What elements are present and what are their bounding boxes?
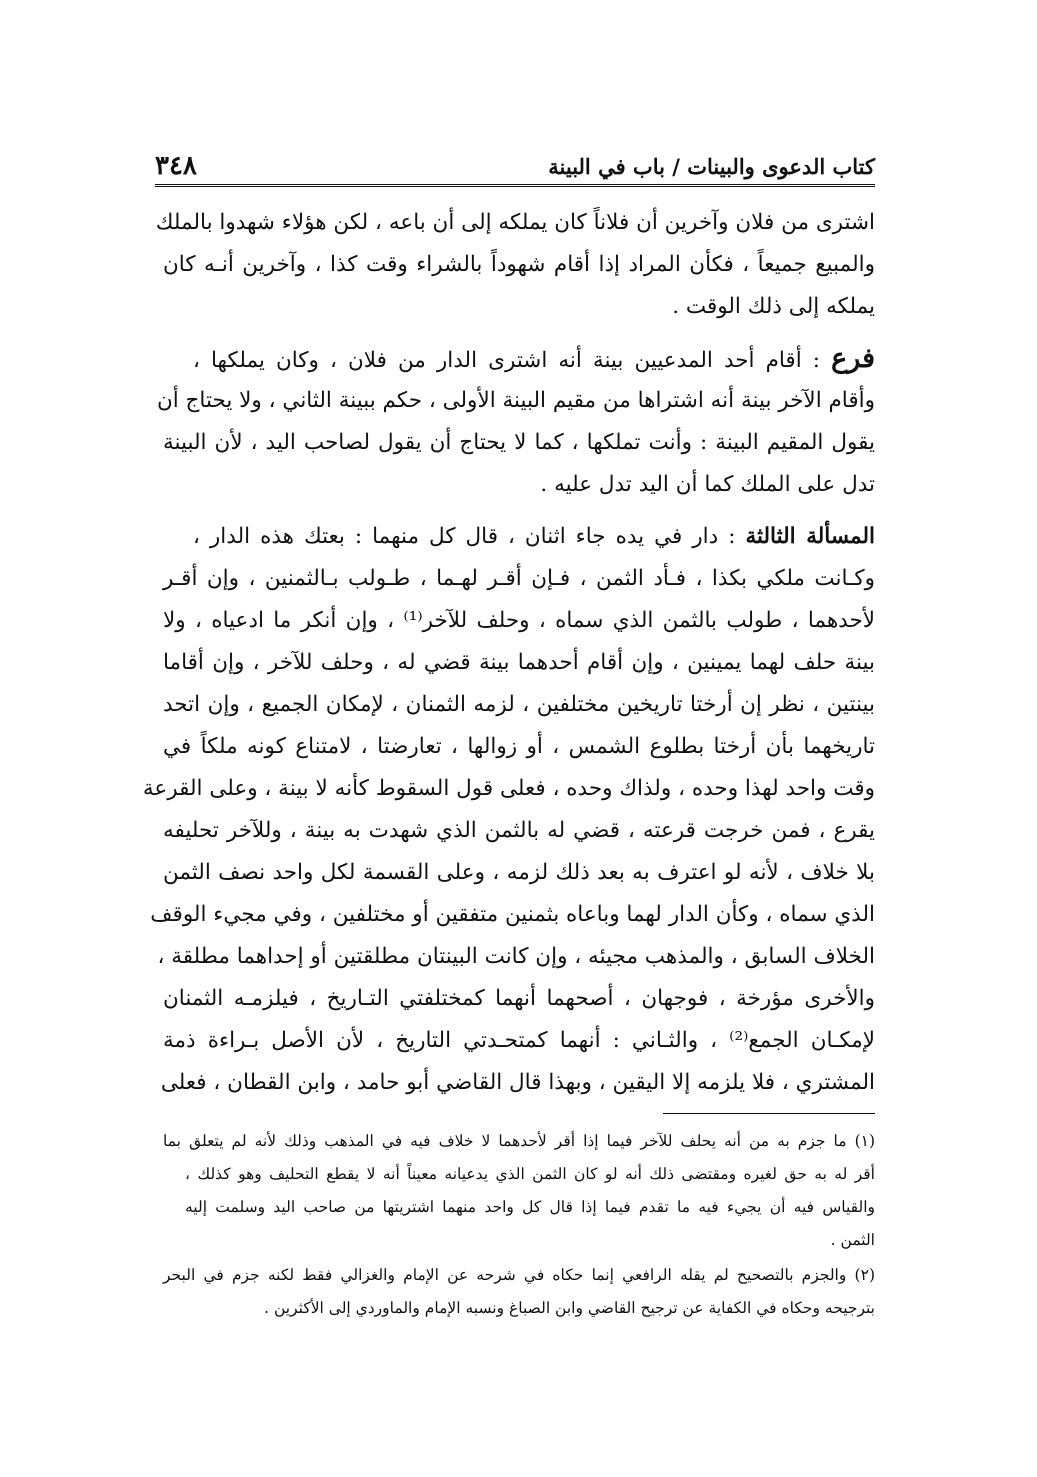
text-line: وقت واحد لهذا وحده ، ولذاك وحده ، فعلى قول السقوط كأنه لا بينة ، وعلى القرعة (142, 776, 875, 801)
footnote-marker: (٢) (854, 1266, 875, 1284)
text-line: المسألة الثالثة : دار في يده جاء اثنان ، قال كل منهما : بعتك هذه الدار ، (193, 524, 875, 549)
text-line: يقول المقيم البينة : وأنت تملكها ، كما لا يحتاج أن يقول لصاحب اليد ، لأن البينة (163, 430, 875, 455)
footnote-rule (663, 1113, 875, 1114)
footnote-marker: (١) (854, 1132, 876, 1150)
text-line: تاريخهما بأن أرختا بطلوع الشمس ، أو زوالها ، تعارضتا ، لامتناع كونه ملكاً في (163, 734, 875, 759)
text-line: الخلاف السابق ، والمذهب مجيئه ، وإن كانت البينتان مطلقتين أو إحداهما مطلقة ، (157, 944, 875, 969)
text-line: فرع : أقام أحد المدعيين بينة أنه اشترى الدار من فلان ، وكان يملكها ، (193, 343, 875, 374)
footnote-line: الثمن . (830, 1231, 875, 1249)
text-line: وأقام الآخر بينة أنه اشتراها من مقيم البينة الأولى ، حكم ببينة الثاني ، ولا يحتاج أن (156, 388, 875, 413)
footnote-2: (٢) والجزم بالتصحيح لم يقله الرافعي إنما حكاه في شرحه عن الإمام والغزالي فقط لكنه جزم في البحر (163, 1266, 875, 1284)
footnote-line: بترجيحه وحكاه في الكفاية عن ترجيح القاضي وابن الصباغ ونسبه الإمام والماوردي إلى الأكثرين . (264, 1299, 875, 1317)
footnote-line: أقر له به حق لغيره ومقتضى ذلك أنه لو كان الثمن الذي يدعيانه معيناً أنه لا يقطع التحليف وهو كذلك ، (185, 1165, 875, 1183)
footnote-1: (١) ما جزم به من أنه يحلف للآخر فيما إذا أقر لأحدهما لا خلاف فيه في المذهب وذلك لأنه لم يتعلق بما (163, 1132, 876, 1150)
footnote-line: والقياس فيه أن يجيء فيه ما تقدم فيما إذا قال كل واحد منهما اشتريتها من صاحب اليد وسلمت إليه (185, 1198, 875, 1216)
text-line: يملكه إلى ذلك الوقت . (672, 294, 875, 319)
text-line: وكـانت ملكي بكذا ، فـأد الثمن ، فـإن أقـر لهـما ، طـولب بـالثمنين ، وإن أقـر (163, 566, 875, 591)
page-number: ٣٤٨ (155, 151, 197, 181)
text-line: المشتري ، فلا يلزمه إلا اليقين ، وبهذا قال القاضي أبو حامد ، وابن القطان ، فعلى (160, 1070, 875, 1095)
text-line: بينتين ، نظر إن أرختا تاريخين مختلفين ، لزمه الثمنان ، لإمكان الجميع ، وإن اتحد (163, 692, 875, 717)
text-line: لإمكـان الجمع⁽²⁾ ، والثـاني : أنهما كمتحـدتي التاريخ ، لأن الأصل بـراءة ذمة (163, 1028, 875, 1053)
text-line: يقرع ، فمن خرجت قرعته ، قضي له بالثمن الذي شهدت به بينة ، وللآخر تحليفه (163, 818, 875, 843)
text-line: تدل على الملك كما أن اليد تدل عليه . (540, 472, 875, 497)
text-line: الذي سماه ، وكأن الدار لهما وباعاه بثمنين متفقين أو مختلفين ، وفي مجيء الوقف (150, 902, 875, 927)
text-line: بينة حلف لهما يمينين ، وإن أقام أحدهما بينة قضي له ، وحلف للآخر ، وإن أقاما (163, 650, 875, 675)
header-rule (155, 184, 875, 187)
text-line: والمبيع جميعاً ، فكأن المراد إذا أقام شهوداً بالشراء وقت كذا ، وآخرين أنـه كان (163, 252, 875, 277)
running-title: كتاب الدعوى والبينات / باب في البينة (548, 153, 875, 179)
section-heading-far: فرع (831, 343, 875, 374)
page-header (155, 148, 875, 184)
section-heading-masala: المسألة الثالثة (745, 524, 875, 549)
text-line: لأحدهما ، طولب بالثمن الذي سماه ، وحلف للآخر⁽¹⁾ ، وإن أنكر ما ادعياه ، ولا (163, 608, 876, 633)
text-line: اشترى من فلان وآخرين أن فلاناً كان يملكه إلى أن باعه ، لكن هؤلاء شهدوا بالملك (155, 210, 875, 235)
text-line: والأخرى مؤرخة ، فوجهان ، أصحهما أنهما كمختلفتي التـاريخ ، فيلزمـه الثمنان (163, 986, 875, 1011)
text-line: بلا خلاف ، لأنه لو اعترف به بعد ذلك لزمه ، وعلى القسمة لكل واحد نصف الثمن (163, 860, 875, 885)
